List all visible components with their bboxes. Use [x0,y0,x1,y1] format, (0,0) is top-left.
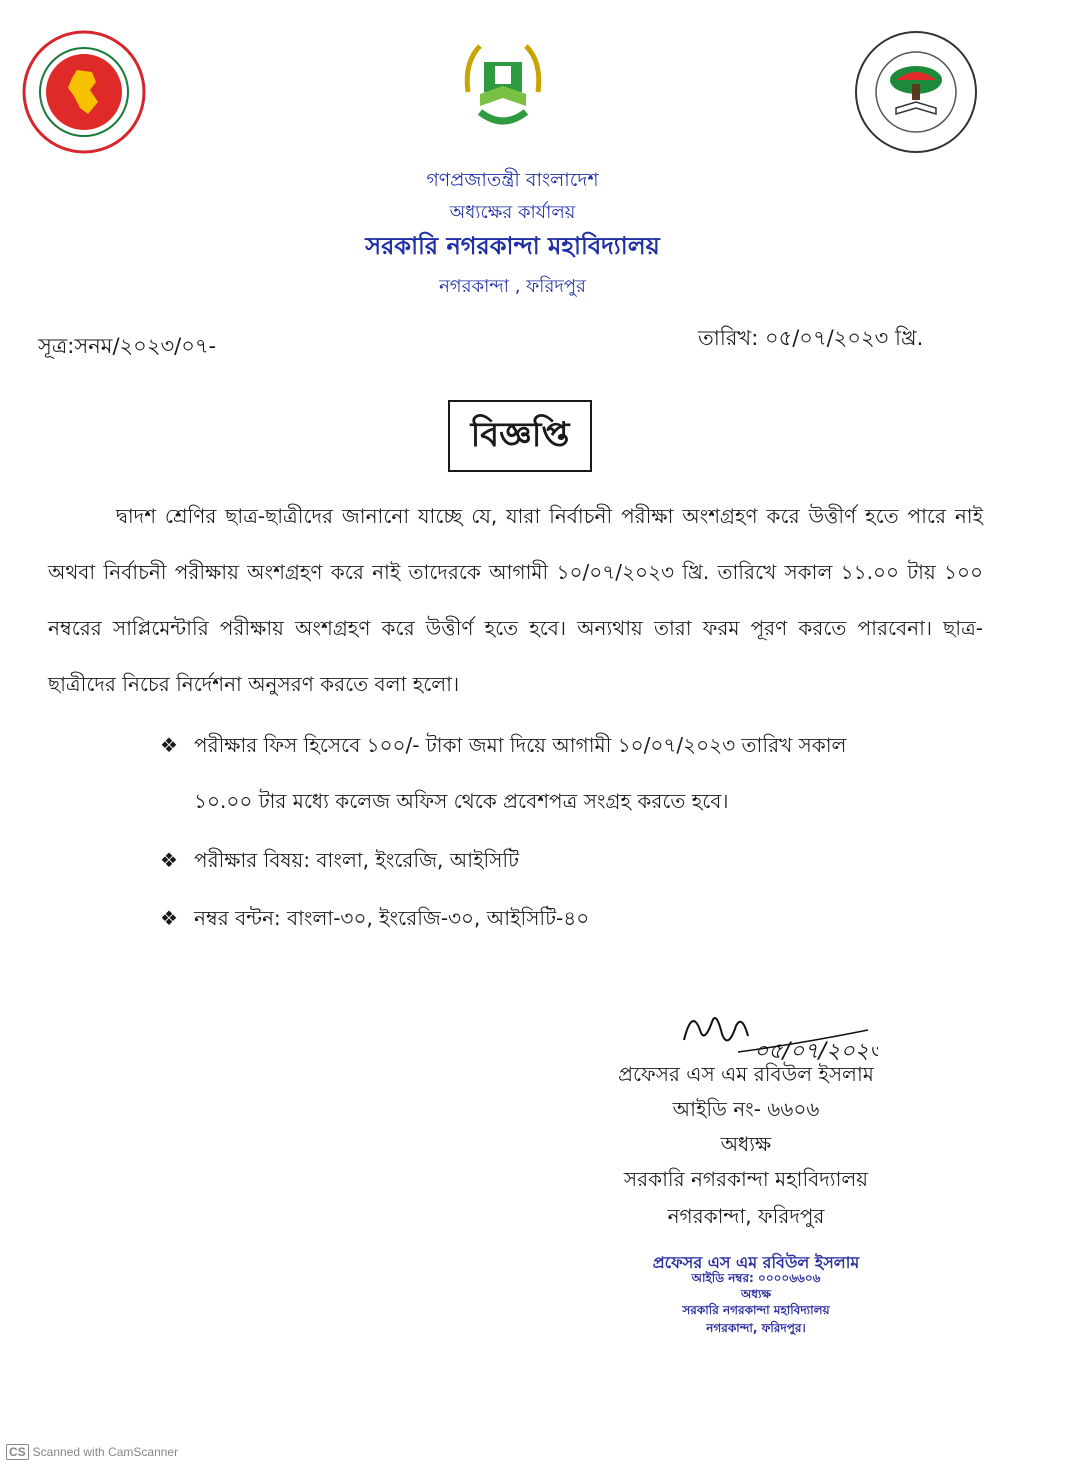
instruction-fee-line2: ১০.০০ টার মধ্যে কলেজ অফিস থেকে প্রবেশপত্র সংগ্রহ করতে হবে। [194,789,729,813]
stamp-id: আইডি নম্বর: ০০০০৬৬০৬ [691,1271,821,1285]
stamp-place: নগরকান্দা, ফরিদপুর। [706,1321,806,1335]
instruction-subjects-text: পরীক্ষার বিষয়: বাংলা, ইংরেজি, আইসিটি [194,848,520,872]
college-name: সরকারি নগরকান্দা মহাবিদ্যালয় [365,232,660,260]
college-location: নগরকান্দা , ফরিদপুর [439,276,586,297]
college-emblem-logo [460,32,546,142]
office-name: অধ্যক্ষের কার্যালয় [449,202,576,223]
bullet-icon: ❖ [160,733,178,757]
scanner-text: Scanned with CamScanner [32,1445,179,1459]
instruction-subjects [160,832,990,888]
bullet-icon: ❖ [160,906,178,930]
government-seal-logo [22,30,146,154]
instruction-fee-line1: পরীক্ষার ফিস হিসেবে ১০০/- টাকা জমা দিয়ে আগামী ১০/০৭/২০২৩ তারিখ সকাল [194,733,847,757]
scanner-watermark [6,1444,178,1460]
signatory-name: প্রফেসর এস এম রবিউল ইসলাম [618,1062,874,1086]
notice-body: দ্বাদশ শ্রেণির ছাত্র-ছাত্রীদের জানানো যাচ্ছে যে, যারা নির্বাচনী পরীক্ষা অংশগ্রহণ করে উত্তীর্ণ হতে পারে নাই অথবা নির্বাচনী পরীক্ষায় অংশগ্রহণ করে নাই তাদেরকে আগামী ১০/০৭/২০২৩ খ্রি. তারিখে সকাল ১১.০০ টায় ১০০ নম্বরের সাপ্লিমেন্টারি পরীক্ষায় অংশগ্রহণ করে উত্তীর্ণ হতে হবে। অন্যথায় তারা ফরম পূরণ করতে পারবেনা। ছাত্র-ছাত্রীদের নিচের নির্দেশনা অনুসরণ করতে বলা হলো। [48,504,983,696]
stamp-designation: অধ্যক্ষ [740,1287,772,1301]
signature-date: ০৫/০৭/২০২৩ [754,1039,878,1064]
instruction-marks-text: নম্বর বন্টন: বাংলা-৩০, ইংরেজি-৩০, আইসিটি-৪০ [194,906,590,930]
signatory-id: আইডি নং- ৬৬০৬ [672,1097,820,1121]
signatory-place: নগরকান্দা, ফরিদপুর [667,1204,825,1228]
instruction-fee [160,717,990,829]
notice-title: বিজ্ঞপ্তি [448,400,592,472]
camscanner-icon: CS [6,1444,29,1460]
signatory-college: সরকারি নগরকান্দা মহাবিদ্যালয় [623,1167,869,1191]
country-name: গণপ্রজাতন্ত্রী বাংলাদেশ [426,169,599,191]
notice-date: তারিখ: ০৫/০৭/২০২৩ খ্রি. [698,326,924,350]
signatory-designation: অধ্যক্ষ [720,1132,772,1156]
stamp-college: সরকারি নগরকান্দা মহাবিদ্যালয় [682,1303,830,1317]
instruction-marks [160,890,990,946]
slogan-seal-logo [852,28,980,156]
stamp-name: প্রফেসর এস এম রবিউল ইসলাম [652,1253,860,1272]
reference-number: সূত্র:সনম/২০২৩/০৭- [38,334,217,358]
bullet-icon: ❖ [160,848,178,872]
